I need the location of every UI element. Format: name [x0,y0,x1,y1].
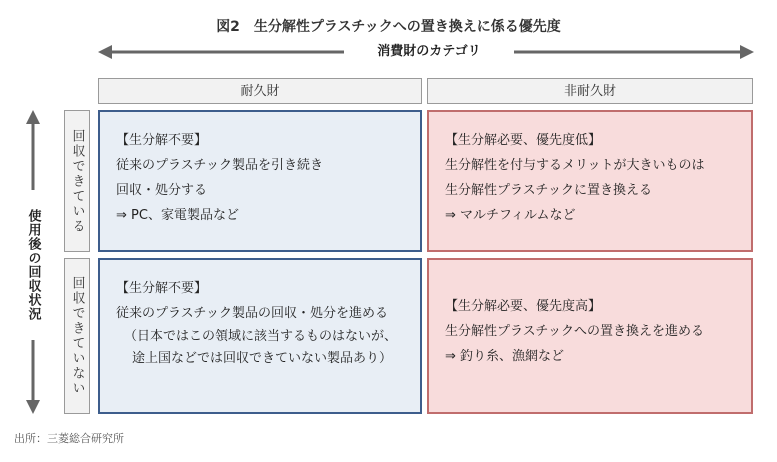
cell-text: 従来のプラスチック製品の回収・処分を進める [116,306,388,321]
cell-example: ⇒ マルチフィルムなど [445,208,576,223]
figure-title: 図2 生分解性プラスチックへの置き換えに係る優先度 [216,19,561,35]
column-header-durable: 耐久財 [98,78,422,104]
cell-heading: 【生分解不要】 [116,281,208,296]
cell-text: 生分解性プラスチックに置き換える [445,183,652,198]
source-note: 出所：三菱総合研究所 [14,432,124,445]
cell-nondurable-not-collected [427,258,753,414]
row-header-not-collected: 回収できていない [64,258,90,414]
cell-text: 生分解性プラスチックへの置き換えを進める [445,324,704,339]
cell-heading: 【生分解必要、優先度高】 [445,299,602,314]
column-header-nondurable: 非耐久財 [427,78,753,104]
cell-durable-not-collected [98,258,422,414]
cell-text: 生分解性を付与するメリットが大きいものは [445,158,705,173]
row-header-collected: 回収できている [64,110,90,252]
cell-heading: 【生分解不要】 [116,133,208,148]
cell-example: ⇒ 釣り糸、漁網など [445,349,565,364]
cell-text: 回収・処分する [116,183,208,198]
cell-note: 途上国などでは回収できていない製品あり） [132,351,393,366]
cell-heading: 【生分解必要、優先度低】 [445,133,602,148]
cell-nondurable-collected [427,110,753,252]
y-axis-label: 使用後の回収状況 [22,190,44,340]
cell-example: ⇒ PC、家電製品など [116,208,239,223]
cell-note: （日本ではこの領域に該当するものはないが、 [124,329,398,344]
x-axis-label: 消費財のカテゴリ [344,42,514,62]
cell-durable-collected [98,110,422,252]
cell-text: 従来のプラスチック製品を引き続き [116,158,323,173]
